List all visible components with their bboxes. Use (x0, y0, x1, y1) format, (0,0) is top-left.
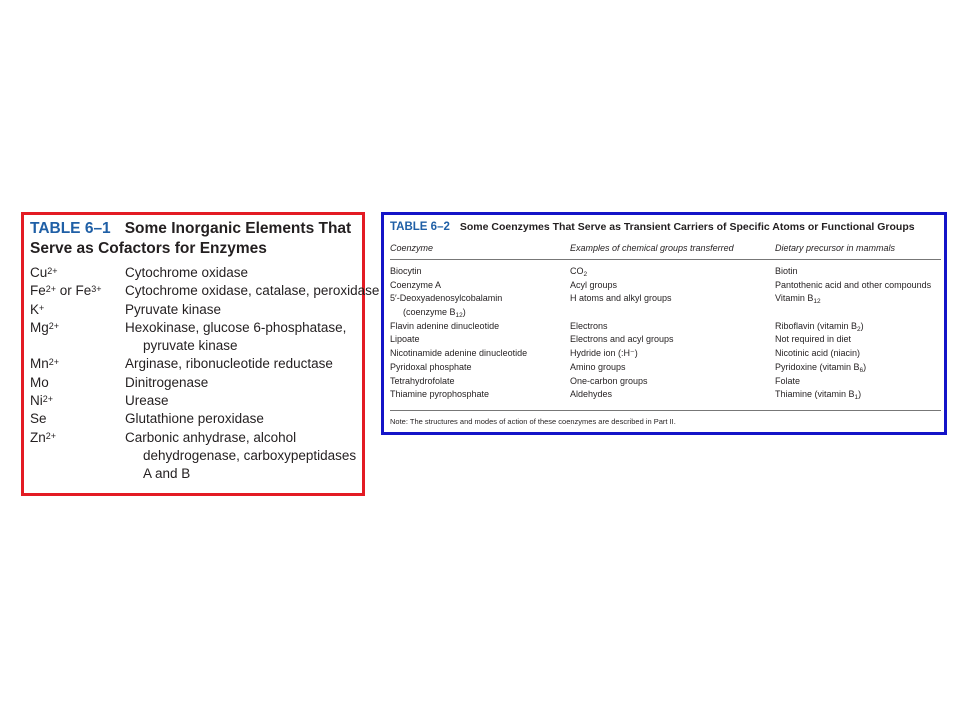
precursor-cell: Biotin (775, 266, 798, 276)
table-6-2-body (390, 265, 941, 402)
table-row (390, 361, 941, 375)
table-6-2-title-text: Some Coenzymes That Serve as Transient Carriers of Specific Atoms or Functional Groups (459, 221, 915, 233)
element-symbol: $Zn^{2+}$ (30, 429, 57, 445)
groups-cell: Amino groups (570, 361, 626, 372)
enzyme-list (125, 319, 362, 356)
table-row (30, 301, 362, 319)
coenzyme-cell: Pyridoxal phosphate (390, 361, 472, 372)
enzyme-text: Cytochrome oxidase (125, 265, 249, 280)
enzyme-text: Urease (125, 393, 169, 409)
charge: 2+ (48, 357, 60, 368)
enzyme-text: Carbonic anhydrase, alcohol (125, 429, 297, 445)
table-6-1-number: TABLE 6–1 (30, 220, 111, 237)
enzyme-text: pyruvate kinase (143, 338, 238, 354)
groups-cell: Acyl groups (570, 279, 618, 290)
table-row (30, 282, 380, 300)
table-row (30, 264, 362, 282)
precursor-cell: Pantothenic acid and other compounds (775, 279, 932, 290)
precursor-cell: Not required in diet (775, 334, 852, 345)
enzyme-text: Arginase, ribonucleotide reductase (125, 356, 333, 372)
charge: 2+ (42, 394, 54, 405)
subscript: 6 (859, 366, 864, 374)
table-6-2-title (390, 221, 915, 233)
precursor-cell: Pyridoxine (vitamin $B_6$) (775, 361, 867, 374)
charge: 2+ (45, 430, 57, 441)
table-row (30, 392, 362, 410)
header-divider (390, 259, 941, 260)
charge: 2+ (48, 320, 60, 331)
subscript: 12 (813, 298, 821, 306)
table-row (390, 333, 941, 347)
table-row (390, 388, 941, 402)
coenzyme-cell-continued: (coenzyme $B_{12}$) (403, 307, 466, 320)
table-row (390, 347, 941, 361)
precursor-cell: Folate (775, 375, 801, 386)
coenzyme-cell: Biocytin (390, 266, 422, 276)
groups-cell: H atoms and alkyl groups (570, 293, 672, 304)
coenzyme-cell: Thiamine pyrophosphate (390, 389, 490, 400)
coenzyme-cell: Coenzyme A (390, 279, 442, 290)
groups-cell: Aldehydes (570, 389, 613, 400)
table-row (390, 265, 941, 279)
groups-cell: Electrons and acyl groups (570, 334, 674, 345)
charge: + (39, 302, 45, 313)
subscript: 12 (455, 312, 463, 320)
element-symbol: $Mn^{2+}$ (30, 356, 60, 372)
subscript: 2 (857, 325, 861, 333)
table-6-2-header (390, 243, 940, 257)
element-symbol: Se (30, 411, 47, 427)
table-6-2 (381, 212, 947, 435)
subscript: 2 (583, 271, 588, 278)
enzyme-text: Cytochrome oxidase, catalase, peroxidase (125, 283, 380, 299)
table-row (390, 292, 941, 319)
table-row (390, 279, 941, 293)
footer-divider (390, 410, 941, 411)
table-6-1-title-line2: Serve as Cofactors for Enzymes (30, 240, 267, 257)
enzyme-text: A and B (143, 466, 191, 482)
coenzyme-cell: Flavin adenine dinucleotide (390, 320, 500, 331)
charge: 3+ (91, 284, 102, 295)
enzyme-list (125, 429, 362, 484)
table-row (30, 319, 362, 356)
enzyme-text: Dinitrogenase (125, 374, 209, 390)
enzyme-list (125, 355, 362, 373)
element-symbol: Mo (30, 374, 49, 390)
table-row (30, 374, 362, 392)
groups-cell: Electrons (570, 320, 608, 331)
enzyme-list (125, 410, 362, 428)
coenzyme-cell: 5′-Deoxyadenosylcobalamin (390, 293, 503, 304)
element-symbol: $Cu^{2+}$ (30, 265, 58, 280)
enzyme-list (125, 264, 362, 282)
table-row (30, 429, 362, 484)
enzyme-text: Pyruvate kinase (125, 301, 222, 317)
enzyme-text: Glutathione peroxidase (125, 411, 264, 427)
element-symbol: $Ni^{2+}$ (30, 393, 54, 409)
table-6-1-body (30, 264, 380, 484)
charge: 2+ (47, 266, 58, 276)
groups-cell: Hydride ion (:H⁻) (570, 348, 638, 359)
table-6-2-number: TABLE 6–2 (390, 221, 450, 233)
precursor-cell: Vitamin $B_{12}$ (775, 293, 821, 306)
groups-cell: $CO_2$ (570, 266, 588, 278)
enzyme-text: dehydrogenase, carboxypeptidases (143, 447, 357, 463)
element-symbol: $Fe^{2+}$ or $Fe^{3+}$ (30, 283, 102, 299)
table-6-2-note: Note: The structures and modes of action of these coenzymes are described in Part II. (390, 417, 676, 426)
element-symbol: $Mg^{2+}$ (30, 319, 60, 335)
table-6-1-title-line1: Some Inorganic Elements That (124, 220, 352, 237)
enzyme-text: Hexokinase, glucose 6-phosphatase, (125, 319, 347, 335)
coenzyme-cell: Lipoate (390, 334, 420, 345)
enzyme-list (125, 282, 380, 300)
coenzyme-cell: Nicotinamide adenine dinucleotide (390, 348, 528, 359)
precursor-cell: Riboflavin (vitamin $B_2$) (775, 320, 864, 333)
table-row (30, 410, 362, 428)
table-row (390, 320, 941, 334)
column-header-coenzyme: Coenzyme (390, 243, 434, 253)
enzyme-list (125, 392, 362, 410)
element-symbol: K+ (30, 301, 45, 317)
coenzyme-cell: Tetrahydrofolate (390, 375, 455, 386)
enzyme-list (125, 301, 362, 319)
charge: 2+ (45, 284, 57, 295)
table-row (30, 355, 362, 373)
column-header-dietary-precursor: Dietary precursor in mammals (775, 243, 896, 253)
table-row (390, 375, 941, 389)
precursor-cell: Thiamine (vitamin $B_1$) (775, 389, 862, 402)
column-header-groups-transferred: Examples of chemical groups transferred (570, 243, 734, 253)
table-6-1-title (30, 219, 351, 259)
precursor-cell: Nicotinic acid (niacin) (775, 348, 861, 359)
groups-cell: One-carbon groups (570, 375, 648, 386)
table-6-1 (21, 212, 380, 496)
enzyme-list (125, 374, 362, 392)
subscript: 1 (854, 394, 859, 402)
